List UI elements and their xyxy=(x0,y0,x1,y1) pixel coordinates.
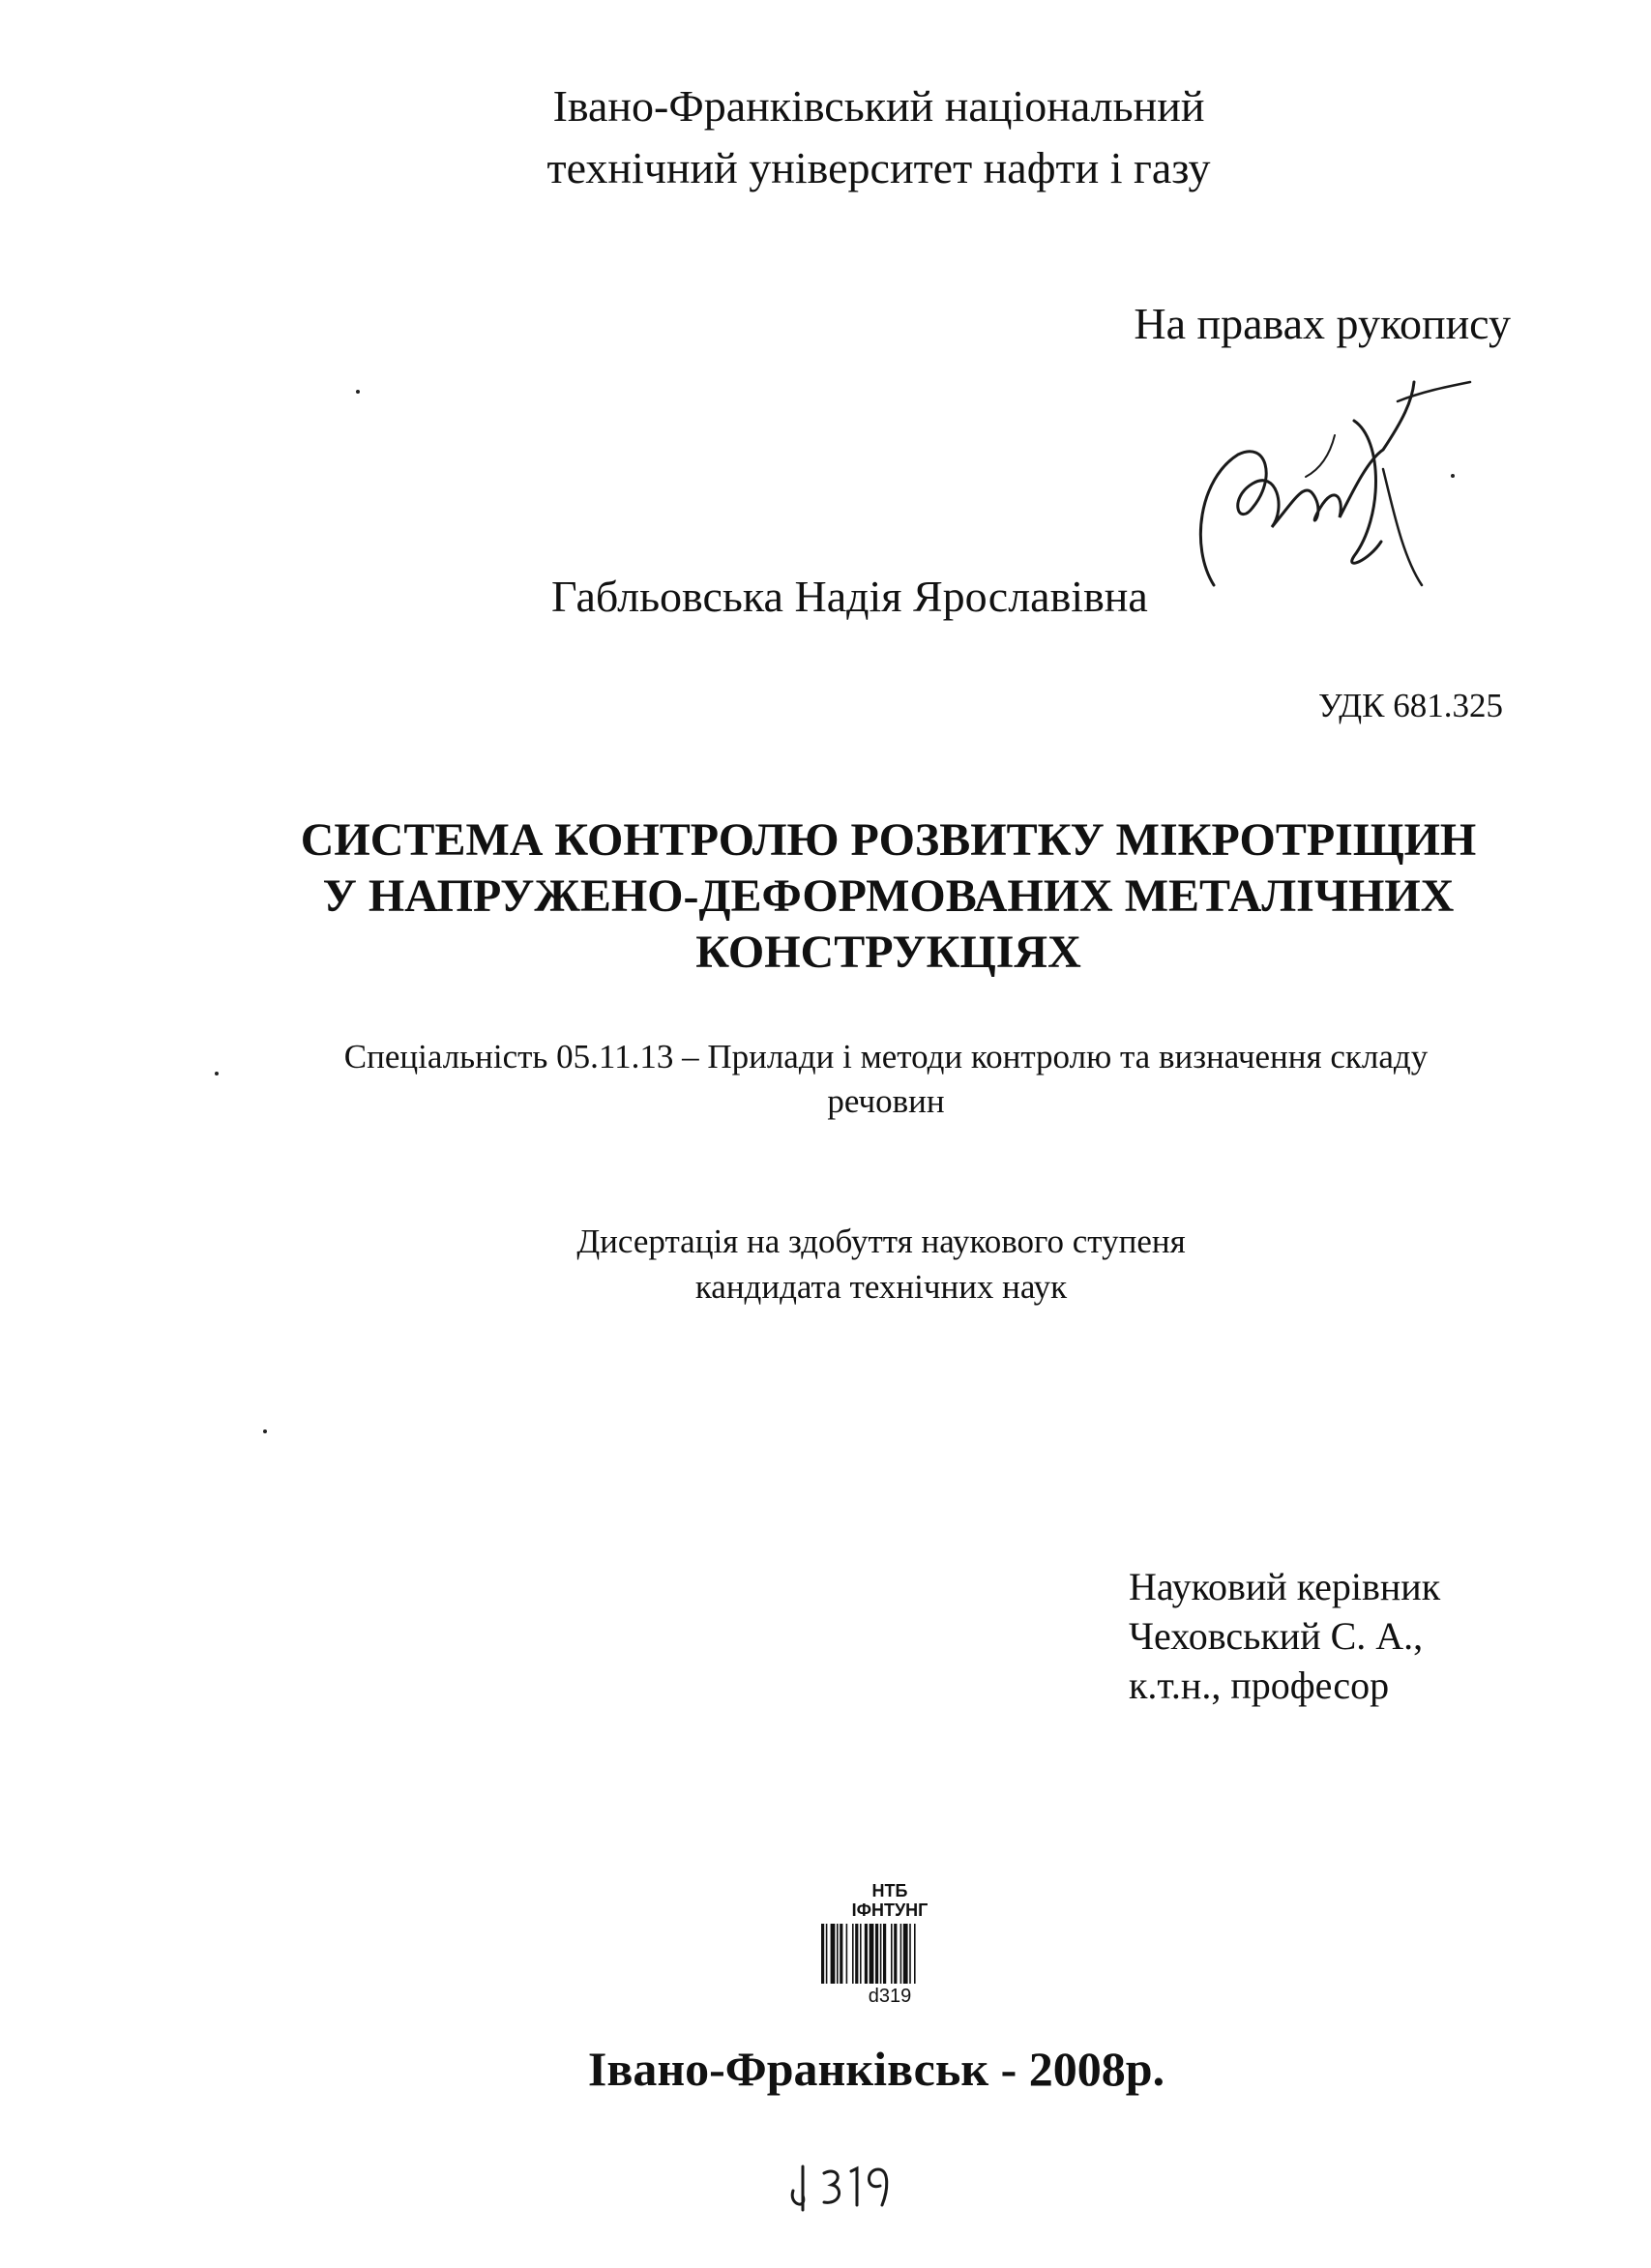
scan-speck xyxy=(215,1072,219,1075)
manuscript-note: На правах рукопису xyxy=(1134,299,1511,348)
supervisor-block xyxy=(1129,1562,1440,1710)
title-line-3: КОНСТРУКЦІЯХ xyxy=(695,927,1081,978)
udc-code: УДК 681.325 xyxy=(1318,687,1503,724)
specialty-line-2: речовин xyxy=(827,1082,945,1120)
university-header xyxy=(0,75,1651,199)
degree-line-2: кандидата технічних наук xyxy=(694,1268,1068,1306)
author-name: Габльовська Надія Ярославівна xyxy=(551,572,1148,621)
university-line-1: Івано-Франківський національний xyxy=(552,81,1205,131)
library-stamp xyxy=(808,1881,972,2008)
handwritten-signature xyxy=(1161,363,1489,614)
supervisor-line-1: Науковий керівник xyxy=(1129,1565,1441,1608)
stamp-code: d319 xyxy=(868,1986,912,2007)
barcode-icon xyxy=(817,1924,962,1984)
handwritten-note xyxy=(783,2152,899,2220)
degree-statement xyxy=(0,1219,1651,1310)
stamp-line-2: ІФНТУНГ xyxy=(851,1900,929,1920)
dissertation-title xyxy=(0,812,1651,981)
title-line-1: СИСТЕМА КОНТРОЛЮ РОЗВИТКУ МІКРОТРІЩИН xyxy=(300,814,1477,866)
degree-line-1: Дисертація на здобуття наукового ступеня xyxy=(576,1222,1186,1260)
scan-speck xyxy=(263,1429,267,1433)
specialty xyxy=(0,1035,1651,1124)
stamp-line-1: НТБ xyxy=(871,1881,908,1900)
specialty-line-1: Спеціальність 05.11.13 – Прилади і методи контролю та визначення складу xyxy=(343,1038,1429,1075)
scan-speck xyxy=(356,390,360,394)
supervisor-line-2: Чеховський С. А., xyxy=(1129,1614,1424,1658)
city-year: Івано-Франківськ - 2008р. xyxy=(587,2042,1165,2096)
university-line-2: технічний університет нафти і газу xyxy=(546,143,1211,192)
scan-speck xyxy=(1451,474,1455,478)
title-line-2: У НАПРУЖЕНО-ДЕФОРМОВАНИХ МЕТАЛІЧНИХ xyxy=(322,870,1455,922)
supervisor-line-3: к.т.н., професор xyxy=(1129,1664,1390,1707)
